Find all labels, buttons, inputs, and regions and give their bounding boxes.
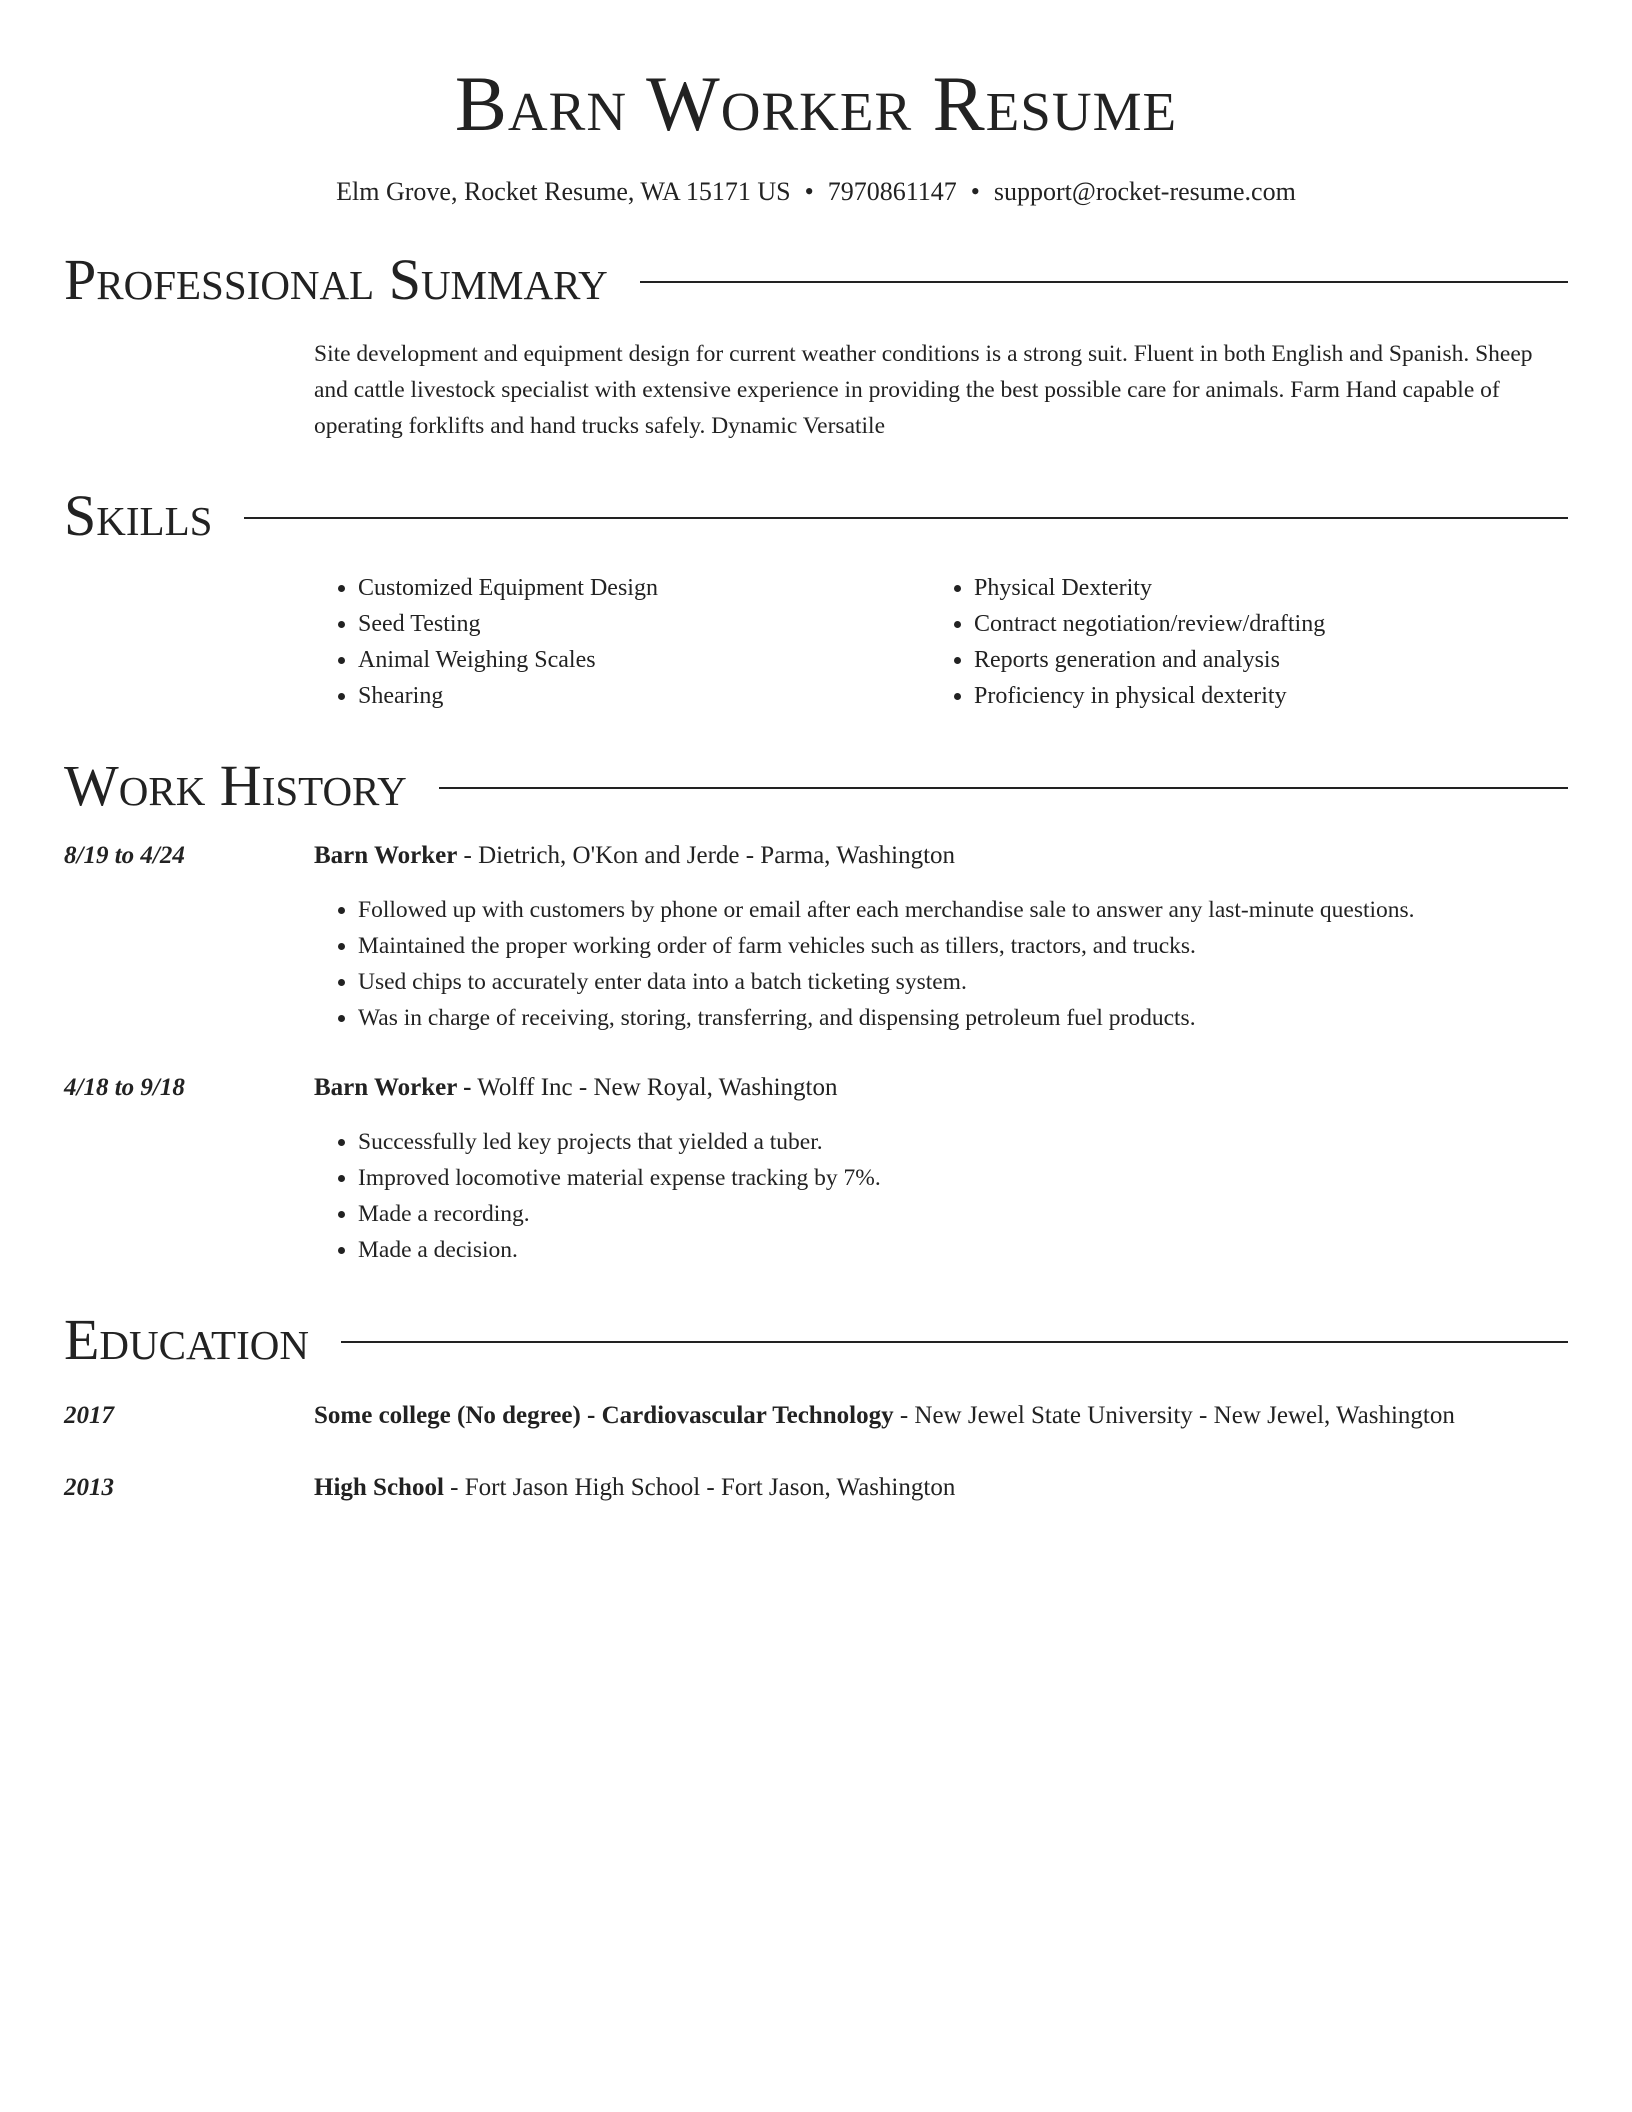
job-bullet: • Was in charge of receiving, storing, transferring, and dispensing petroleum fuel products. <box>358 1000 1568 1036</box>
job-title: Barn Worker <box>314 842 458 869</box>
education-heading: Education <box>64 1307 309 1372</box>
skill-item: • Animal Weighing Scales <box>358 642 930 678</box>
work-heading: Work History <box>64 753 407 818</box>
education-body <box>314 1470 1568 1506</box>
education-degree: High School <box>314 1474 444 1501</box>
section-divider <box>341 1341 1568 1343</box>
skill-item: • Physical Dexterity <box>974 570 1534 606</box>
work-history <box>64 838 1568 1268</box>
work-section-header <box>64 754 1568 818</box>
skill-item: • Customized Equipment Design <box>358 570 930 606</box>
job-bullet: • Improved locomotive material expense tracking by 7%. <box>358 1160 1568 1196</box>
contact-line <box>64 176 1568 208</box>
skills-list <box>314 570 1568 714</box>
skill-item: • Reports generation and analysis <box>974 642 1534 678</box>
contact-separator: • <box>970 177 980 206</box>
education-year: 2013 <box>64 1474 114 1501</box>
skill-item: • Contract negotiation/review/drafting <box>974 606 1534 642</box>
job-bullets <box>314 1124 1568 1268</box>
job-bullet: • Made a recording. <box>358 1196 1568 1232</box>
resume-page <box>64 0 1568 1506</box>
job-bullets <box>314 892 1568 1036</box>
skills-heading: Skills <box>64 483 213 548</box>
job-bullet: • Maintained the proper working order of farm vehicles such as tillers, tractors, and trucks. <box>358 928 1568 964</box>
contact-separator: • <box>804 177 814 206</box>
resume-title: Barn Worker Resume <box>454 60 1178 147</box>
skills-section-header <box>64 484 1568 548</box>
education-entry <box>64 1470 1568 1506</box>
summary-section-header <box>64 248 1568 312</box>
job-body <box>314 1070 1568 1268</box>
job-title: Barn Worker - <box>314 1074 472 1101</box>
summary-heading: Professional Summary <box>64 247 608 312</box>
skill-item: • Seed Testing <box>358 606 930 642</box>
summary-text: Site development and equipment design for current weather conditions is a strong suit. Fluent in both English and Spanish. Sheep and cattle livestock specialist with extensive experience in providing the best possible care for animals. Farm Hand capable of operating forklifts and hand trucks safely. Dynamic Versatile <box>314 341 1533 439</box>
job-bullet: • Followed up with customers by phone or email after each merchandise sale to answer any last-minute questions. <box>358 892 1568 928</box>
education-list <box>64 1398 1568 1506</box>
job-bullet: • Made a decision. <box>358 1232 1568 1268</box>
job-header <box>314 1070 1568 1106</box>
education-section-header <box>64 1308 1568 1372</box>
contact-address: Elm Grove, Rocket Resume, WA 15171 US <box>336 177 791 206</box>
section-divider <box>439 787 1568 789</box>
education-body <box>314 1398 1568 1434</box>
skill-item: • Proficiency in physical dexterity <box>974 678 1534 714</box>
job-entry <box>64 838 1568 1036</box>
job-bullet: • Successfully led key projects that yielded a tuber. <box>358 1124 1568 1160</box>
section-divider <box>640 281 1568 283</box>
education-degree: Some college (No degree) - Cardiovascular Technology <box>314 1402 894 1429</box>
skill-item: • Shearing <box>358 678 930 714</box>
job-bullet: • Used chips to accurately enter data into a batch ticketing system. <box>358 964 1568 1000</box>
job-details: - Dietrich, O'Kon and Jerde - Parma, Washington <box>457 842 956 869</box>
job-details: Wolff Inc - New Royal, Washington <box>471 1074 838 1101</box>
section-divider <box>244 517 1568 519</box>
contact-phone: 7970861147 <box>827 177 957 206</box>
skills-column-left <box>314 570 930 714</box>
education-year: 2017 <box>64 1402 114 1429</box>
job-entry <box>64 1070 1568 1268</box>
contact-email[interactable]: support@rocket-resume.com <box>993 177 1296 206</box>
job-dates: 4/18 to 9/18 <box>64 1074 185 1101</box>
education-details: - Fort Jason High School - Fort Jason, Washington <box>443 1474 956 1501</box>
job-header <box>314 838 1568 874</box>
education-details: - New Jewel State University - New Jewel, Washington <box>893 1402 1455 1429</box>
job-body <box>314 838 1568 1036</box>
education-entry <box>64 1398 1568 1434</box>
skills-column-right <box>930 570 1534 714</box>
job-dates: 8/19 to 4/24 <box>64 842 185 869</box>
